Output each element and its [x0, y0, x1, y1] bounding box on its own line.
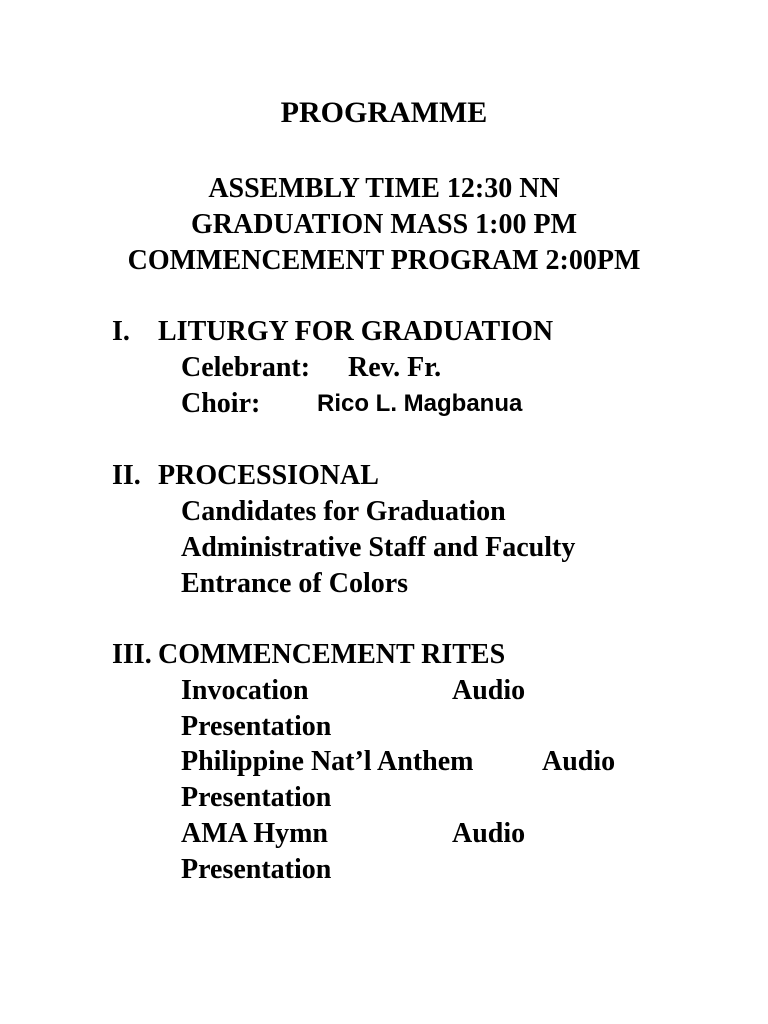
section-1-heading: LITURGY FOR GRADUATION [158, 316, 554, 347]
page-title: PROGRAMME [280, 96, 488, 129]
section-1-numeral: I. [112, 316, 130, 347]
rite-invocation-value: Audio [452, 675, 526, 706]
rite-invocation-continuation: Presentation [181, 711, 332, 742]
rite-invocation-label: Invocation [181, 675, 309, 706]
choir-label: Choir: [181, 388, 261, 419]
processional-item: Candidates for Graduation [181, 496, 506, 527]
schedule-assembly-time: ASSEMBLY TIME 12:30 NN [208, 173, 560, 204]
schedule-commencement-program: COMMENCEMENT PROGRAM 2:00PM [127, 245, 641, 276]
rite-hymn-continuation: Presentation [181, 854, 332, 885]
celebrant-value: Rev. Fr. [348, 352, 442, 383]
celebrant-label: Celebrant: [181, 352, 311, 383]
rite-anthem-continuation: Presentation [181, 782, 332, 813]
rite-anthem-value: Audio [542, 746, 616, 777]
section-2-heading: PROCESSIONAL [158, 460, 379, 491]
schedule-graduation-mass: GRADUATION MASS 1:00 PM [190, 209, 578, 240]
section-3-heading: COMMENCEMENT RITES [158, 639, 506, 670]
rite-hymn-label: AMA Hymn [181, 818, 328, 849]
choir-value: Rico L. Magbanua [317, 390, 523, 417]
section-3-numeral: III. [112, 639, 152, 670]
rite-anthem-label: Philippine Nat’l Anthem [181, 746, 474, 777]
processional-item: Entrance of Colors [181, 568, 409, 599]
processional-item: Administrative Staff and Faculty [181, 532, 576, 563]
rite-hymn-value: Audio [452, 818, 526, 849]
section-2-numeral: II. [112, 460, 141, 491]
